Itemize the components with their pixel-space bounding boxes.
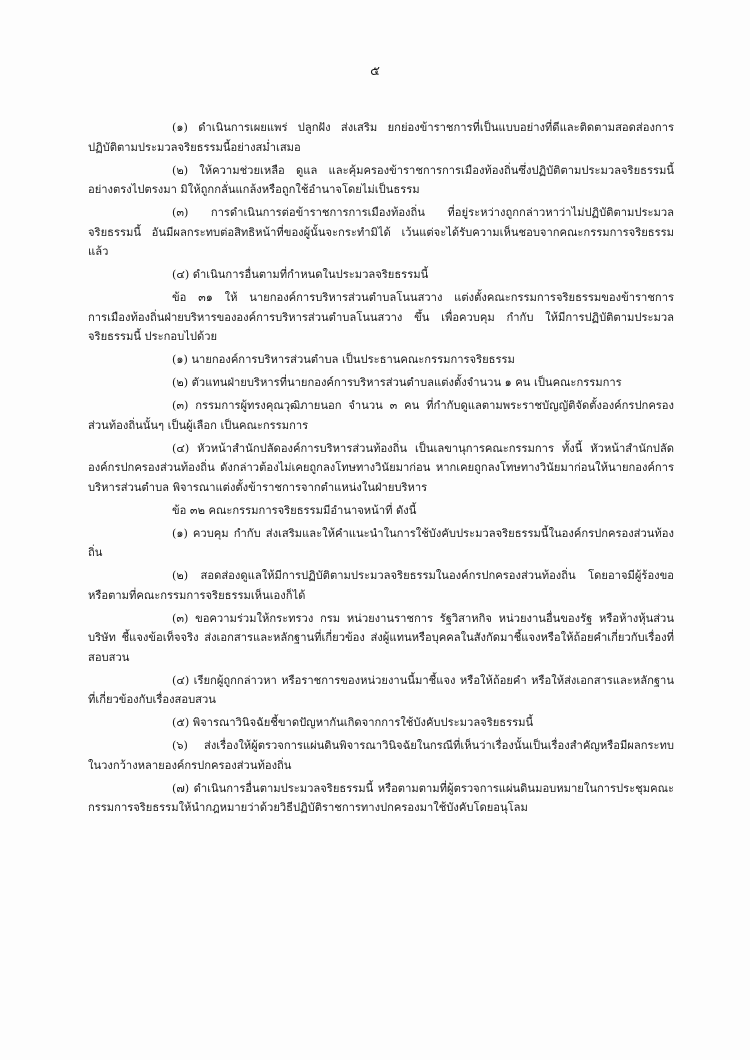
page-number: ๕: [370, 64, 380, 79]
paragraph-1: (๑) ดำเนินการเผยแพร่ ปลูกฝัง ส่งเสริม ยกย่องข้าราชการที่เป็นแบบอย่างที่ดีและติดตามสอดส่องการปฏิบัติตามประมวลจริยธรรมนี้อย่างสม่ำเสมอ: [88, 121, 674, 154]
paragraph-3: (๓) การดำเนินการต่อข้าราชการการเมืองท้องถิ่น ที่อยู่ระหว่างถูกกล่าวหาว่าไม่ปฏิบัติตามประมวลจริยธรรมนี้ อันมีผลกระทบต่อสิทธิหน้าที่ของผู้นั้นจะกระทำมิได้ เว้นแต่จะได้รับความเห็นชอบจากคณะกรรมการจริยธรรมแล้ว: [88, 206, 674, 258]
paragraph-12: (๒) สอดส่องดูแลให้มีการปฏิบัติตามประมวลจริยธรรมในองค์กรปกครองส่วนท้องถิ่น โดยอาจมีผู้ร้องขอหรือตามที่คณะกรรมการจริยธรรมเห็นเองก็ได้: [88, 569, 674, 602]
document-body: [88, 118, 674, 821]
paragraph-13: (๓) ขอความร่วมให้กระทรวง กรม หน่วยงานราชการ รัฐวิสาหกิจ หน่วยงานอื่นของรัฐ หรือห้างหุ้นส่วน บริษัท ชี้แจงข้อเท็จจริง ส่งเอกสารและหลักฐานที่เกี่ยวข้อง ส่งผู้แทนหรือบุคคลในสังกัดมาชี้แจงหรือให้ถ้อยคำเกี่ยวกับเรื่องที่สอบสวน: [88, 611, 674, 664]
paragraph-9: (๔) หัวหน้าสำนักปลัดองค์การบริหารส่วนท้องถิ่น เป็นเลขานุการคณะกรรมการ ทั้งนี้ หัวหน้าสำนักปลัดองค์กรปกครองส่วนท้องถิ่น ดังกล่าวต้องไม่เคยถูกลงโทษทางวินัยมาก่อน หากเคยถูกลงโทษทางวินัยมาก่อนให้นายกองค์การบริหารส่วนตำบล พิจารณาแต่งตั้งข้าราชการจากตำแหน่งในฝ่ายบริหาร: [88, 441, 674, 494]
paragraph-8: (๓) กรรมการผู้ทรงคุณวุฒิภายนอก จำนวน ๓ คน ที่กำกับดูแลตามพระราชบัญญัติจัดตั้งองค์กรปกครองส่วนท้องถิ่นนั้นๆ เป็นผู้เลือก เป็นคณะกรรมการ: [88, 399, 674, 432]
paragraph-11: (๑) ควบคุม กำกับ ส่งเสริมและให้คำแนะนำในการใช้บังคับประมวลจริยธรรมนี้ในองค์กรปกครองส่วนท้องถิ่น: [88, 526, 674, 559]
paragraph-5: ข้อ ๓๑ ให้ นายกองค์การบริหารส่วนตำบลโนนสวาง แต่งตั้งคณะกรรมการจริยธรรมของข้าราชการการเมืองท้องถิ่นฝ่ายบริหารขององค์การบริหารส่วนตำบลโนนสวาง ขึ้น เพื่อควบคุม กำกับ ให้มีการปฏิบัติตามประมวลจริยธรรมนี้ ประกอบไปด้วย: [88, 291, 674, 343]
paragraph-7: (๒) ตัวแทนฝ่ายบริหารที่นายกองค์การบริหารส่วนตำบลแต่งตั้งจำนวน ๑ คน เป็นคณะกรรมการ: [172, 376, 622, 389]
paragraph-6: (๑) นายกองค์การบริหารส่วนตำบล เป็นประธานคณะกรรมการจริยธรรม: [172, 353, 515, 366]
paragraph-14: (๔) เรียกผู้ถูกกล่าวหา หรือราชการของหน่วยงานนี้มาชี้แจง หรือให้ถ้อยคำ หรือให้ส่งเอกสารและหลักฐานที่เกี่ยวข้องกับเรื่องสอบสวน: [88, 673, 674, 706]
paragraph-15: (๕) พิจารณาวินิจฉัยชี้ขาดปัญหากันเกิดจากการใช้บังคับประมวลจริยธรรมนี้: [172, 716, 534, 729]
paragraph-16: (๖) ส่งเรื่องให้ผู้ตรวจการแผ่นดินพิจารณาวินิจฉัยในกรณีที่เห็นว่าเรื่องนั้นเป็นเรื่องสำคัญหรือมีผลกระทบในวงกว้างหลายองค์กรปกครองส่วนท้องถิ่น: [88, 739, 674, 772]
paragraph-10: ข้อ ๓๒ คณะกรรมการจริยธรรมมีอำนาจหน้าที่ ดังนี้: [172, 503, 417, 517]
paragraph-2: (๒) ให้ความช่วยเหลือ ดูแล และคุ้มครองข้าราชการการเมืองท้องถิ่นซึ่งปฏิบัติตามประมวลจริยธรรมนี้อย่างตรงไปตรงมา มิให้ถูกกลั่นแกล้งหรือถูกใช้อำนาจโดยไม่เป็นธรรม: [88, 163, 674, 196]
paragraph-4: (๔) ดำเนินการอื่นตามที่กำหนดในประมวลจริยธรรมนี้: [172, 268, 429, 281]
paragraph-17: (๗) ดำเนินการอื่นตามประมวลจริยธรรมนี้ หรือตามตามที่ผู้ตรวจการแผ่นดินมอบหมายในการประชุมคณะกรรมการจริยธรรมให้นำกฎหมายว่าด้วยวิธีปฏิบัติราชการทางปกครองมาใช้บังคับโดยอนุโลม: [88, 781, 674, 814]
